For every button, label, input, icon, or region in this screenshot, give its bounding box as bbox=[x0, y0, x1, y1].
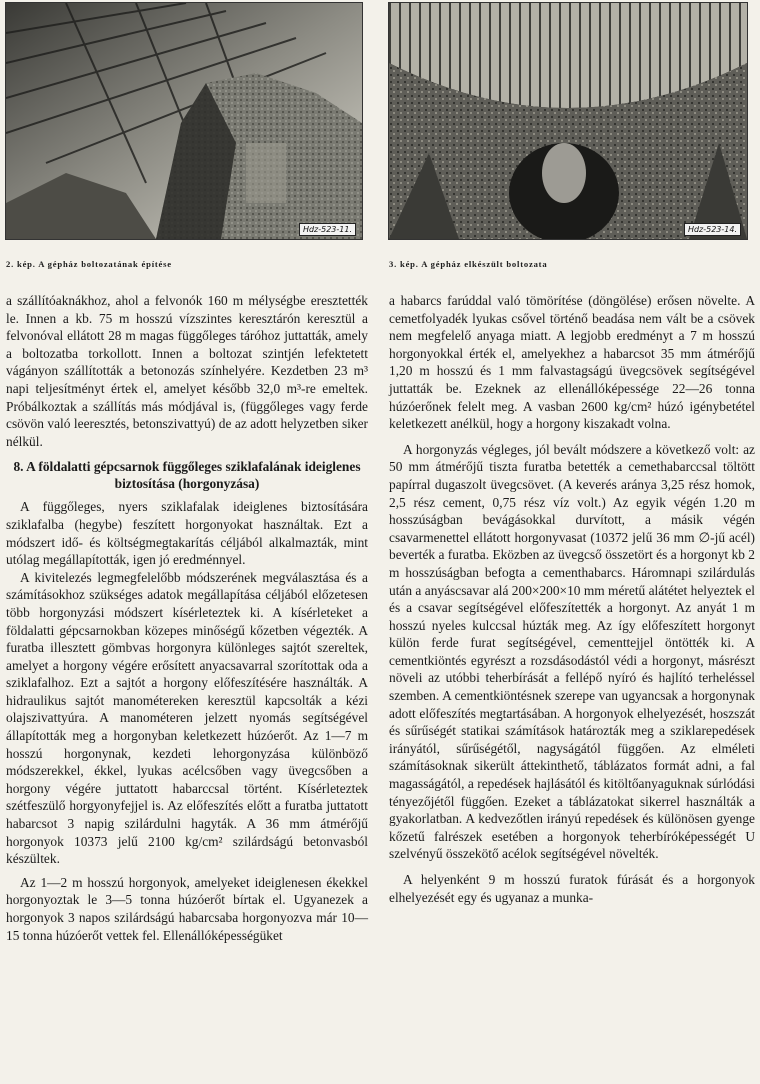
plate-label: Hdz-523-11. bbox=[299, 223, 356, 236]
vault-construction-image bbox=[6, 3, 362, 239]
figure-2-caption: 2. kép. A gépház boltozatának építése bbox=[6, 259, 172, 269]
section-heading: 8. A földalatti gépcsarnok függőleges sziklafalának ideiglenes biztosítása (horgonyzása) bbox=[13, 459, 361, 492]
paragraph: A horgonyzás végleges, jól bevált módszere a következő volt: az 50 mm átmérőjű tiszta furatba betették a cemethabarccsal töltött papírral dugaszolt üvegcsövet. (A keverés aránya 3,25 rész homok, 2,5 rész cement, 0,75 rész víz volt.) Az egyik végén 1.20 m hosszúságban bevágásokkal durvított, a másik végén csavarmenettel ellátott horgonyvasat (10372 jelű 36 mm ∅-jű acél) beverték a furatba. Eközben az üvegcső összetört és a horgonyt kb 2 m hosszúságban befogta a cementhabarcs. Háromnapi szilárdulás után a anyáscsavar alá 200×200×10 mm méretű alátétet helyeztek el és a csavar segítségével előfeszítették a horgonyt. Az anyát 1 m hosszú nyeles kulccsal húzták meg. Az így előfeszített horgonyt külön ferde furat segítségével, cementtejjel öntötték ki. A cementkiöntés egyrészt a rozsdásodástól védi a horgonyt, másrészt növeli az utóbbi teherbírását a fellépő nyíró és hajlító terheléssel szemben. A cementkiöntésnek szerepe van ugyancsak a horgonynak adott előfeszítés megtartásában. A horgonyok elhelyezését, hoszszát és sűrűségét statikai számítások határozták meg a sziklarepedések irányától, sűrűségétől, nagyságától függően. Az elméleti számításoknak sikerült áttekinthető, táblázatos formát adni, a fal magasságától, a repedések hajlásától és kitöltőanyaguknak súrlódási tényezőjétől függően. Ezeket a táblázatokat sikerrel használták a gyakorlatban. A kedvezőtlen irányú repedések és különösen gyenge kőzetű falrészek esetében a horgonyok teherbíróképességét U szelvényű összekötő acélok segítségével növelték. bbox=[389, 441, 755, 862]
paragraph: A kivitelezés legmegfelelőbb módszerének megválasztása és a számításokhoz szükséges adatok megállapítása céljából előzetesen több horgonyzási módszert kísérleteztek ki. A kísérleteket a földalatti gépcsarnokban közepes minőségű kőzetben végezték. A furatba illesztett gömbvas horgonyra különleges sajtót szereltek, amelyet a horgony végére erősített anyacsavarral szorítottak oda a sziklafalhoz. Ezt a sajtót a horgony előfeszítésére használták. A hidraulikus sajtót manométereken keresztül kapcsolták a kézi olajszivattyúra. A manométeren jelzett nyomás segítségével állapították meg a horgonyban keletkezett húzóerőt. Az 1—7 m hosszú horgonynak, kezdeti lehorgonyzása különböző módszerekkel, ékkel, lyukas acélcsőben vagy üvegcsőben a horgony végére juttatott habarccsal történt. Kísérleteztek szétfeszülő horgyonyfejjel is. Az előfeszítés előtt a furatba juttatott habarcsot 3 napig szilárdulni hagyták. A 36 mm átmérőjű horgonyok 10373 jelű 2100 kg/cm² szilárdságú betonvasból készültek. bbox=[6, 569, 368, 867]
paragraph: a szállítóaknákhoz, ahol a felvonók 160 m mélységbe eresztették le. Innen a kb. 75 m hosszú vízszintes keresztárón keresztül a felvonóval ellátott 28 m magas függőleges táróhoz juttatták, amely a boltozatba torkollott. Innen a boltozat szintjén lefektetett vágányon szállították a betonozás színhelyére. Kezdetben 23 m³ napi teljesítményt értek el, amelyet később 32,0 m³-re emeltek. Próbálkoztak a szállítás más módjával is, (függőleges vagy ferde csövön való leeresztés, betonszivattyú) de az adott helyzetben siker nélkül. bbox=[6, 293, 368, 449]
figure-2-photo bbox=[5, 2, 363, 240]
figure-3-photo bbox=[388, 2, 748, 240]
finished-vault-image bbox=[389, 3, 747, 239]
plate-label: Hdz-523-14. bbox=[684, 223, 741, 236]
right-column bbox=[389, 292, 755, 906]
paragraph: A helyenként 9 m hosszú furatok fúrását és a horgonyok elhelyezését egy és ugyanaz a munka- bbox=[389, 872, 755, 905]
left-column bbox=[6, 292, 368, 944]
paragraph: a habarcs farúddal való tömörítése (döngölése) erősen növelte. A cemetfolyadék lyukas csővel történő beadása nem vált be a csövek nem megfelelő anyaga miatt. A legjobb eredményt a 7 m hosszú horgonyokkal érték el, amelyekhez a habarcsot 35 mm átmérőjű 1,20 m hosszú és 1 mm falvastagságú üvegcsövek segítségével juttatták be. Ezeknek az ellenállóképessége 22—26 tonna húzóerőnek felelt meg. A vasban 2600 kg/cm² húzó igénybetétel keletkezett anélkül, hogy a horgony kiszakadt volna. bbox=[389, 293, 755, 432]
figure-3-caption: 3. kép. A gépház elkészült boltozata bbox=[389, 259, 548, 269]
paragraph: A függőleges, nyers sziklafalak ideiglenes biztosítására sziklafalba (hegybe) feszített horgonyokat használtak. Ezt a módszert idő- és költségmegtakarítás céljából alkalmazták, mint utólag megállapították, igen jó eredménnyel. bbox=[6, 499, 368, 568]
paragraph: Az 1—2 m hosszú horgonyok, amelyeket ideiglenesen ékekkel horgonyoztak le 3—5 tonna húzóerőt bírtak el. Ugyanezek a horgonyok 3 napos szilárdságú habarcsaba horgonyozva már 10—15 tonna húzóerőt vettek fel. Ellenállóképességüket bbox=[6, 874, 368, 943]
